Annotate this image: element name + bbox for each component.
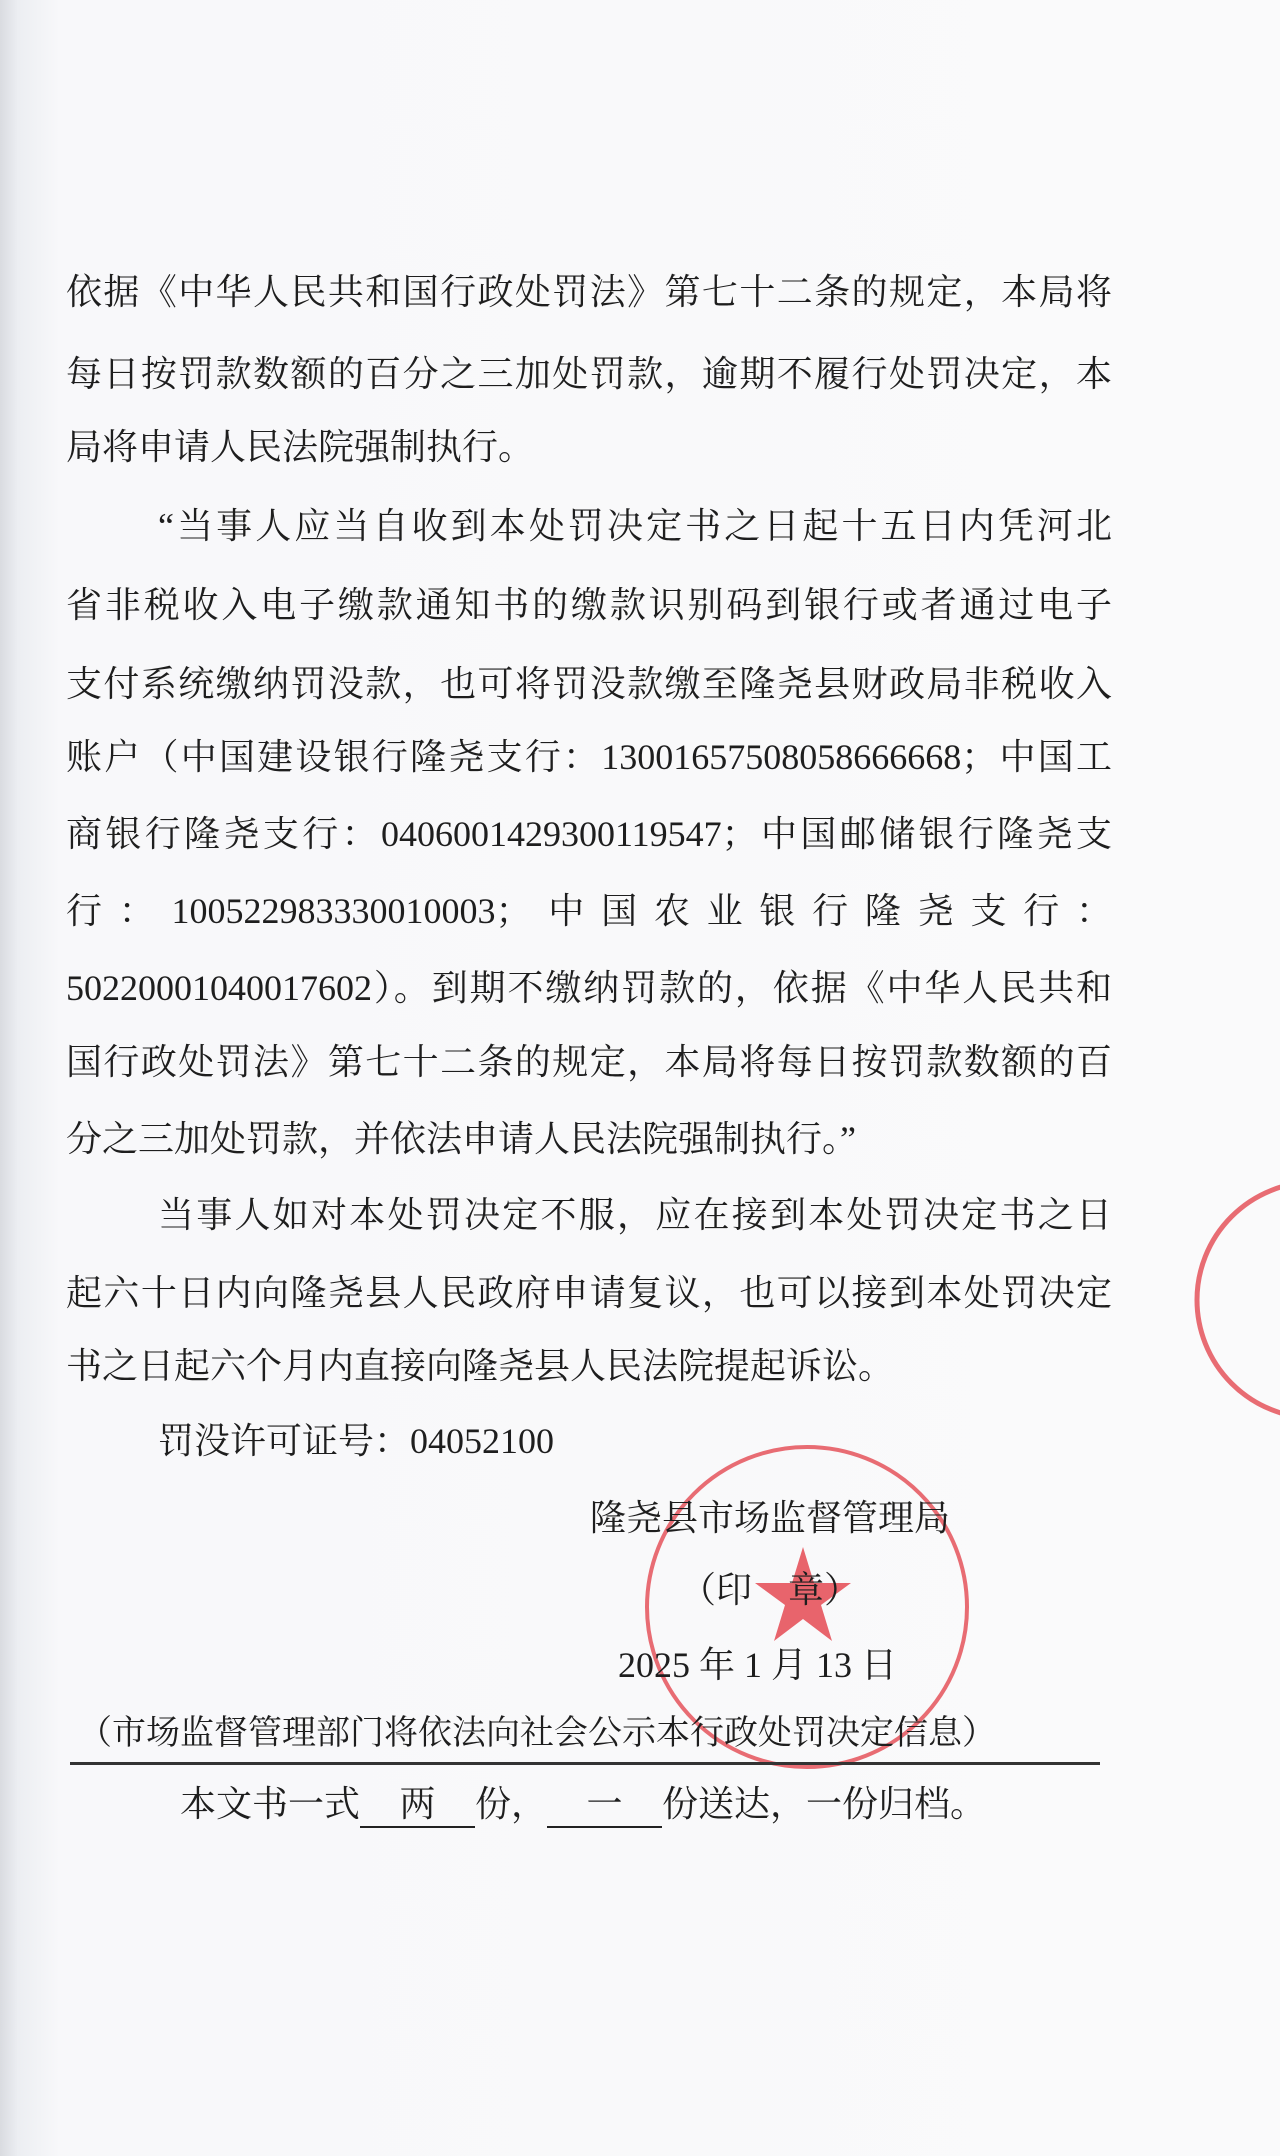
public-notice: （市场监督管理部门将依法向社会公示本行政处罚决定信息） — [78, 1715, 996, 1752]
text-line: 书之日起六个月内直接向隆尧县人民法院提起诉讼。 — [66, 1346, 895, 1386]
document-date: 2025 年 1 月 13 日 — [618, 1645, 898, 1685]
text-line: “当事人应当自收到本处罚决定书之日起十五日内凭河北 — [158, 506, 1112, 546]
text-line: 当事人如对本处罚决定不服，应在接到本处罚决定书之日 — [158, 1195, 1112, 1235]
text-line: 局将申请人民法院强制执行。 — [66, 427, 535, 467]
seal-label: （印 章） — [680, 1570, 861, 1610]
copies-prefix: 本文书一式 — [180, 1784, 361, 1824]
text-line: 行：100522983330010003；中国农业银行隆尧支行： — [66, 891, 1112, 931]
copies-mid: 份， — [475, 1784, 548, 1824]
text-line: 支付系统缴纳罚没款，也可将罚没款缴至隆尧县财政局非税收入 — [66, 664, 1112, 704]
copies-suffix: 份送达，一份归档。 — [662, 1784, 987, 1824]
copies-served: 一 — [547, 1782, 662, 1828]
text-line: 每日按罚款数额的百分之三加处罚款，逾期不履行处罚决定，本 — [66, 354, 1112, 394]
text-line: 省非税收入电子缴款通知书的缴款识别码到银行或者通过电子 — [66, 585, 1112, 625]
text-line: 商银行隆尧支行：0406001429300119547；中国邮储银行隆尧支 — [66, 814, 1112, 854]
copies-statement — [180, 1782, 986, 1828]
partial-seal — [1190, 1175, 1280, 1425]
text-line: 依据《中华人民共和国行政处罚法》第七十二条的规定，本局将 — [66, 272, 1112, 312]
text-line: 账户（中国建设银行隆尧支行：13001657508058666668；中国工 — [66, 737, 1112, 777]
divider — [70, 1762, 1100, 1765]
agency-name: 隆尧县市场监督管理局 — [590, 1498, 951, 1538]
text-line: 国行政处罚法》第七十二条的规定，本局将每日按罚款数额的百 — [66, 1042, 1112, 1082]
license-number: 罚没许可证号：04052100 — [158, 1421, 555, 1461]
text-line: 分之三加处罚款，并依法申请人民法院强制执行。” — [66, 1119, 856, 1159]
text-line: 50220001040017602）。到期不缴纳罚款的，依据《中华人民共和 — [66, 968, 1112, 1008]
text-line: 起六十日内向隆尧县人民政府申请复议，也可以接到本处罚决定 — [66, 1273, 1112, 1313]
copies-total: 两 — [360, 1782, 475, 1828]
